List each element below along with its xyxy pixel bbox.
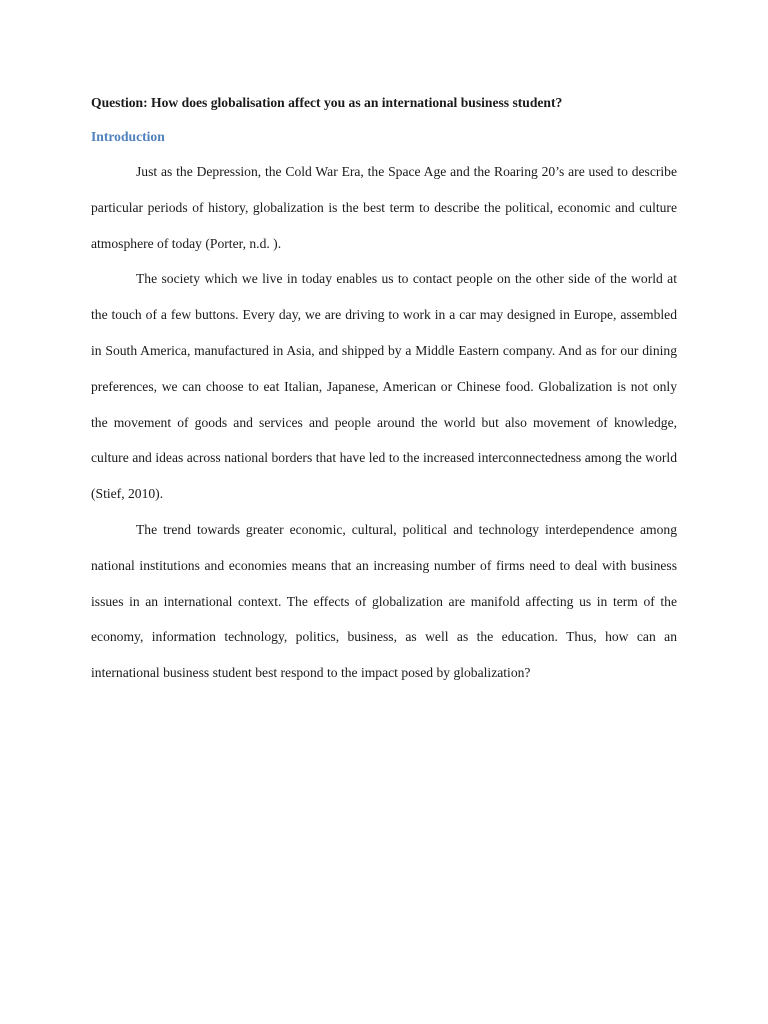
section-heading-introduction: Introduction	[91, 129, 165, 144]
document-body	[91, 93, 677, 691]
paragraph-2: The society which we live in today enables us to contact people on the other side of the world at the touch of a few buttons. Every day, we are driving to work in a car may designed in Europe, assembled in South America, manufactured in Asia, and shipped by a Middle Eastern company. And as for our dining preferences, we can choose to eat Italian, Japanese, American or Chinese food. Globalization is not only the movement of goods and services and people around the world but also movement of knowledge, culture and ideas across national borders that have led to the increased interconnectedness among the world (Stief, 2010).	[91, 271, 677, 502]
question-line: Question: How does globalisation affect you as an international business student?	[91, 95, 563, 110]
paragraph-3: The trend towards greater economic, cultural, political and technology interdependence among national institutions and economies means that an increasing number of firms need to deal with business issues in an international context. The effects of globalization are manifold affecting us in term of the economy, information technology, politics, business, as well as the education. Thus, how can an international business student best respond to the impact posed by globalization?	[91, 521, 677, 681]
paragraph-1: Just as the Depression, the Cold War Era, the Space Age and the Roaring 20’s are used to describe particular periods of history, globalization is the best term to describe the political, economic and culture atmosphere of today (Porter, n.d. ).	[91, 164, 677, 251]
